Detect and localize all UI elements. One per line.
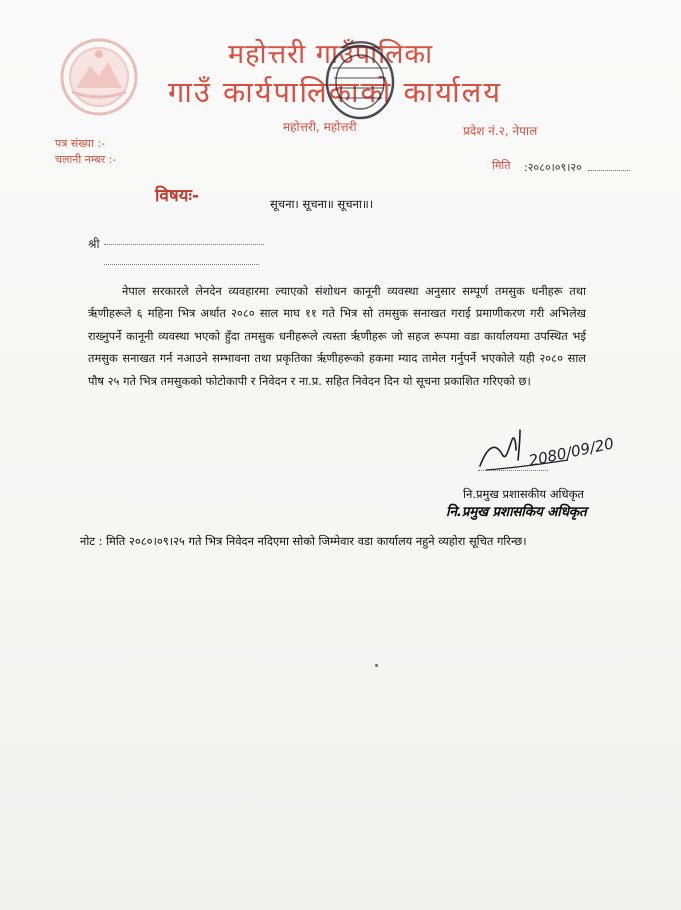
letter-number-label: पत्र संख्या :- (55, 137, 106, 150)
officer-stamp-text: नि.प्रमुख प्रशासकिय अधिकृत (446, 504, 587, 520)
dispatch-number-label: चलानी नम्बर :- (55, 153, 117, 166)
notice-body: नेपाल सरकारले लेनदेन व्यवहारमा ल्याएको संशोधन कानूनी व्यवस्था अनुसार सम्पूर्ण तमसुक धनीहरू तथा ऋृणीहरूले ६ महिना भित्र अर्थात २०८० साल माघ ११ गते भित्र सो तमसुक सनाखत गराई प्रमाणीकरण गरी अभिलेख राख्नुपर्ने कानूनी व्यवस्था भएको हुँदा तमसुक धनीहरूले त्यस्ता ऋृणीहरू जो सहज रूपमा वडा कार्यालयमा उपस्थित भई तमसुक सनाखत गर्न नआउने सम्भावना तथा प्रकृतिका ऋृणीहरूको हकमा म्याद तामेल गर्नुपर्ने भएकोले यही २०८० साल पौष २५ गते भित्र तमसुकको फोटोकापी र निवेदन र ना.प्र. सहित निवेदन दिन यो सूचना प्रकाशित गरिएको छ। (88, 284, 586, 388)
addressee-prefix: श्री (88, 237, 100, 251)
handwritten-signature (472, 420, 617, 480)
signature-date: 2080/09/20 (527, 434, 616, 470)
addressee-line-2 (104, 264, 259, 265)
nepal-emblem-logo (58, 36, 140, 118)
scan-speck (375, 664, 378, 667)
date-label: मिति (492, 159, 511, 172)
date-dotted-line (588, 170, 630, 171)
letterhead-province: प्रदेश नं.२, नेपाल (463, 124, 538, 138)
officer-designation: नि.प्रमुख प्रशासकीय अधिकृत (463, 487, 584, 501)
letterhead-address: महोत्तरी, महोत्तरी (283, 120, 357, 134)
signature-dotted-line (478, 470, 548, 471)
footnote: नोट : मिति २०८०।०९।२५ गते भित्र निवेदन नदिएमा सोको जिम्मेवार वडा कार्यालय नहुने व्यहोरा सूचित गरिन्छ। (80, 534, 527, 548)
date-value: :२०८०।०९।२० (524, 161, 582, 174)
subject-label: विषयः- (155, 186, 200, 206)
subject-text: सूचना। सूचना॥ सूचना॥। (270, 197, 374, 211)
letterhead-title: महोत्तरी गाउँपालिका (228, 39, 434, 70)
letterhead-office: गाउँ कार्यपालिकाको कार्यालय (168, 75, 503, 109)
office-stamp (322, 38, 398, 122)
addressee-line-1 (104, 244, 264, 245)
